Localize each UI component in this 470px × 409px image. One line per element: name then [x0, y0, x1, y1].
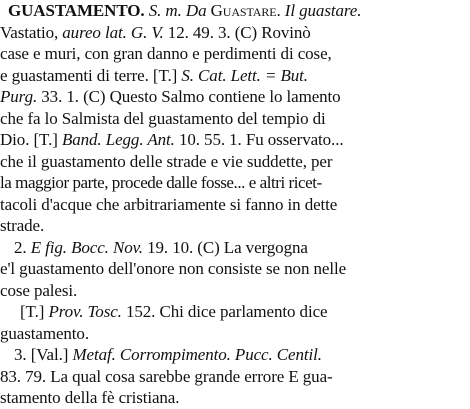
entry-line-12	[0, 237, 470, 259]
entry-line-4	[0, 65, 470, 87]
entry-line-13	[0, 258, 470, 280]
entry-line-8	[0, 151, 470, 173]
text-run: 10. 55. 1. Fu osservato...	[174, 130, 344, 149]
text-run: 33. 1. (C) Questo Salmo contiene lo lamento	[37, 87, 341, 106]
text-run: GUASTAMENTO	[8, 1, 141, 20]
text-run: .	[276, 1, 285, 20]
entry-line-7	[0, 129, 470, 151]
text-run: [T.]	[20, 302, 49, 321]
text-run: 83. 79. La qual cosa sarebbe grande errore E gua-	[0, 366, 333, 386]
text-run: Metaf. Corrompimento. Pucc. Centil.	[72, 345, 322, 364]
text-run: la maggior parte, procede dalle fosse... e altri ricet-	[0, 173, 322, 192]
text-run: e guastamenti di terre. [T.]	[0, 65, 182, 85]
text-run: Dio. [T.]	[0, 130, 62, 149]
text-run: .	[140, 1, 149, 20]
text-run: 152. Chi dice parlamento dice	[121, 302, 328, 321]
entry-line-19	[0, 387, 470, 409]
text-run: 3. [Val.]	[14, 345, 73, 364]
text-run: Prov. Tosc.	[48, 302, 122, 321]
entry-line-9	[0, 172, 470, 194]
entry-line-14	[0, 280, 470, 302]
text-run: tacoli d'acque che arbitrariamente si fanno in dette	[0, 194, 338, 214]
text-run: S. m. Da	[148, 1, 211, 20]
entry-line-16	[0, 323, 470, 345]
entry-line-17	[0, 344, 470, 366]
text-run: E fig. Bocc. Nov.	[30, 237, 143, 257]
text-run: cose palesi.	[0, 280, 78, 300]
text-run: stamento della fè cristiana.	[0, 388, 180, 407]
text-run: S. Cat. Lett. = But.	[181, 65, 308, 85]
text-run: Purg.	[0, 87, 38, 106]
text-run: che il guastamento delle strade e vie suddette, per	[0, 151, 333, 171]
entry-line-11	[0, 215, 470, 237]
text-run: 2.	[14, 237, 31, 257]
entry-line-5	[0, 86, 470, 108]
entry-line-18	[0, 366, 470, 388]
text-run: strade.	[0, 216, 45, 235]
text-run: aureo lat. G. V.	[62, 22, 164, 42]
text-run: guastamento.	[0, 323, 89, 343]
entry-line-15	[0, 301, 470, 323]
text-run: Band. Legg. Ant.	[61, 130, 175, 149]
text-run: Guastare	[210, 1, 277, 20]
entry-line-3	[0, 43, 470, 65]
entry-line-10	[0, 194, 470, 216]
text-run: Il guastare.	[284, 1, 362, 20]
text-run: 19. 10. (C) La vergogna	[142, 237, 308, 257]
text-run: case e muri, con gran danno e perdimenti di cose,	[0, 44, 332, 63]
text-run: Vastatio,	[0, 22, 63, 42]
entry-line-1	[0, 0, 470, 22]
entry-line-2	[0, 22, 470, 44]
text-run: che fa lo Salmista del guastamento del tempio di	[0, 108, 326, 128]
entry-line-6	[0, 108, 470, 130]
text-run: e'l guastamento dell'onore non consiste se non nelle	[0, 259, 347, 278]
text-run: 12. 49. 3. (C) Rovinò	[163, 22, 311, 42]
